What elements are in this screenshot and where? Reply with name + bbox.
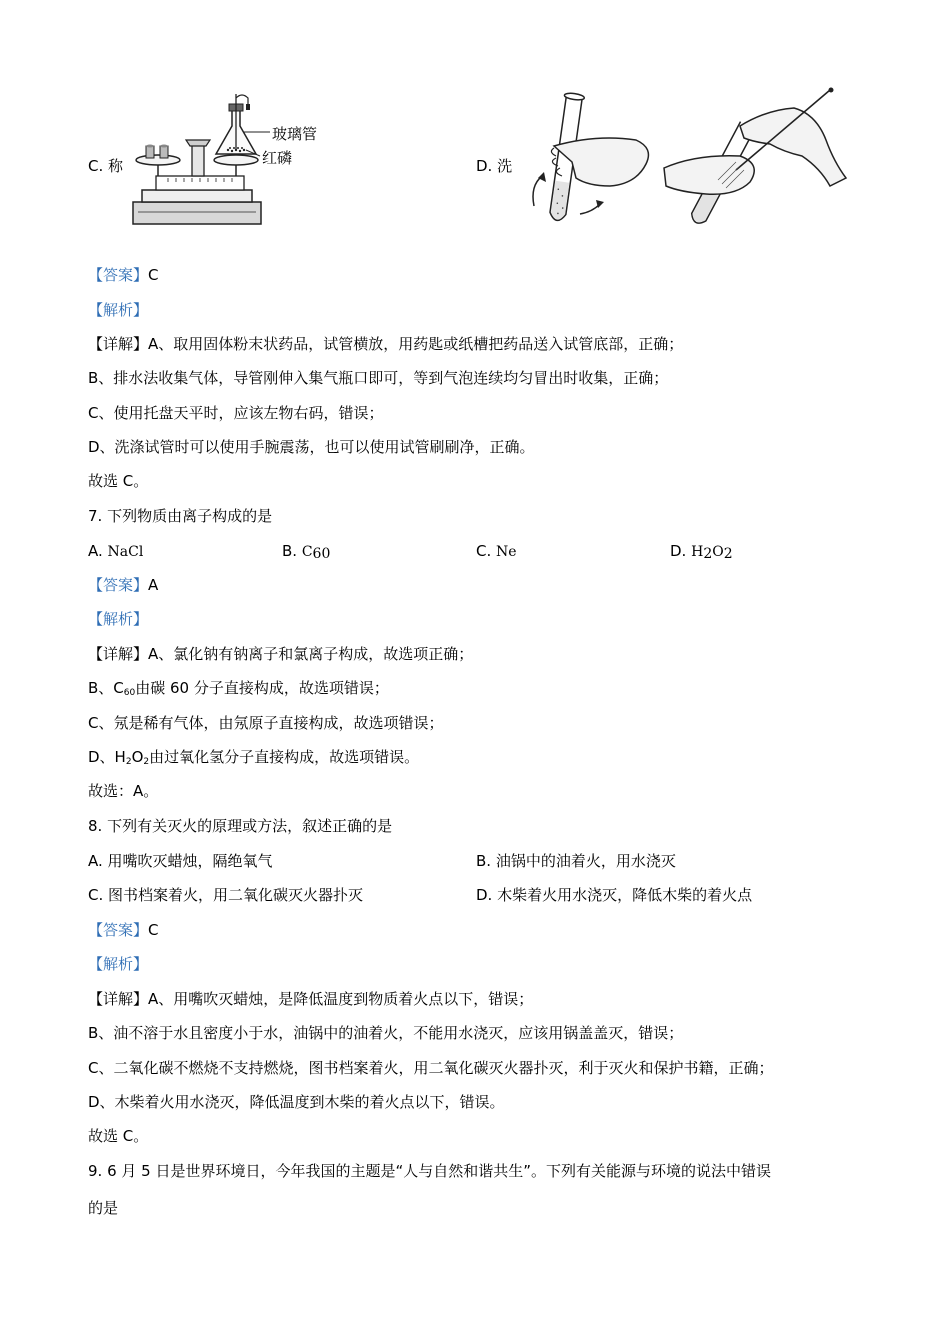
q8-answer: C xyxy=(148,921,159,939)
q8-option-d: D. 木柴着火用水浇灭，降低木柴的着火点 xyxy=(476,886,753,904)
q8-conclusion: 故选 C。 xyxy=(88,1127,149,1145)
q7-option-b: B. $C_{60}$ xyxy=(282,542,331,562)
q6-line-4: D、洗涤试管时可以使用手腕震荡，也可以使用试管刷刷净，正确。 xyxy=(88,438,535,456)
q8-line-3: C、二氧化碳不燃烧不支持燃烧，图书档案着火，用二氧化碳灭火器扑灭，利于灭火和保护书籍，正确； xyxy=(88,1059,774,1077)
callout-glass-tube: 玻璃管 xyxy=(272,125,318,143)
q7-analysis-tag: 【解析】 xyxy=(88,610,149,628)
balance-flask-illustration xyxy=(128,90,328,230)
q6-line-2: B、排水法收集气体，导管刚伸入集气瓶口即可，等到气泡连续均匀冒出时收集，正确； xyxy=(88,369,669,387)
q7-line-1: A、氯化钠有钠离子和氯离子构成，故选项正确； xyxy=(148,645,474,663)
q8-answer-tag: 【答案】 xyxy=(88,921,149,939)
q8-analysis-tag: 【解析】 xyxy=(88,955,149,973)
q7-stem: 7. 下列物质由离子构成的是 xyxy=(88,507,273,525)
q9-stem-line-2: 的是 xyxy=(88,1199,119,1217)
q7-option-d: D. $H_2O_2$ xyxy=(670,542,733,562)
q6-answer: C xyxy=(148,266,159,284)
q8-line-4: D、木柴着火用水浇灭，降低温度到木柴的着火点以下，错误。 xyxy=(88,1093,505,1111)
q7-line-3: C、氖是稀有气体，由氖原子直接构成，故选项错误； xyxy=(88,714,444,732)
q7-option-c: C. Ne xyxy=(476,542,517,560)
q8-option-c: C. 图书档案着火，用二氧化碳灭火器扑灭 xyxy=(88,886,364,904)
q6-conclusion: 故选 C。 xyxy=(88,472,149,490)
q9-stem-line-1: 9. 6 月 5 日是世界环境日，今年我国的主题是“人与自然和谐共生”。下列有关能源与环境的说法中错误 xyxy=(88,1162,772,1180)
q7-option-a: A. NaCl xyxy=(88,542,144,560)
callout-red-phosphorus: 红磷 xyxy=(262,149,293,167)
q6-answer-tag: 【答案】 xyxy=(88,266,149,284)
q7-answer-tag: 【答案】 xyxy=(88,576,149,594)
q7-line-2: B、$C_{60}$由碳 60 分子直接构成，故选项错误； xyxy=(88,679,389,698)
q7-answer: A xyxy=(148,576,159,594)
q6-analysis-tag: 【解析】 xyxy=(88,301,149,319)
q8-option-a: A. 用嘴吹灭蜡烛，隔绝氧气 xyxy=(88,852,273,870)
q7-detail-tag: 【详解】 xyxy=(88,645,149,663)
q8-stem: 8. 下列有关灭火的原理或方法，叙述正确的是 xyxy=(88,817,393,835)
q8-line-1: A、用嘴吹灭蜡烛，是降低温度到物质着火点以下，错误； xyxy=(148,990,534,1008)
q6-line-1: A、取用固体粉末状药品，试管横放，用药匙或纸槽把药品送入试管底部，正确； xyxy=(148,335,684,353)
figure-d-label: D. 洗 xyxy=(476,157,513,175)
q8-detail-tag: 【详解】 xyxy=(88,990,149,1008)
q7-conclusion: 故选：A。 xyxy=(88,782,159,800)
q8-line-2: B、油不溶于水且密度小于水，油锅中的油着火，不能用水浇灭，应该用锅盖盖灭，错误； xyxy=(88,1024,684,1042)
q6-line-3: C、使用托盘天平时，应该左物右码，错误； xyxy=(88,404,384,422)
q8-option-b: B. 油锅中的油着火，用水浇灭 xyxy=(476,852,676,870)
q7-line-4: D、$H_2O_2$由过氧化氢分子直接构成，故选项错误。 xyxy=(88,748,420,767)
washing-test-tube-illustration xyxy=(526,86,856,232)
q6-detail-tag: 【详解】 xyxy=(88,335,149,353)
figure-c-label: C. 称 xyxy=(88,157,124,175)
